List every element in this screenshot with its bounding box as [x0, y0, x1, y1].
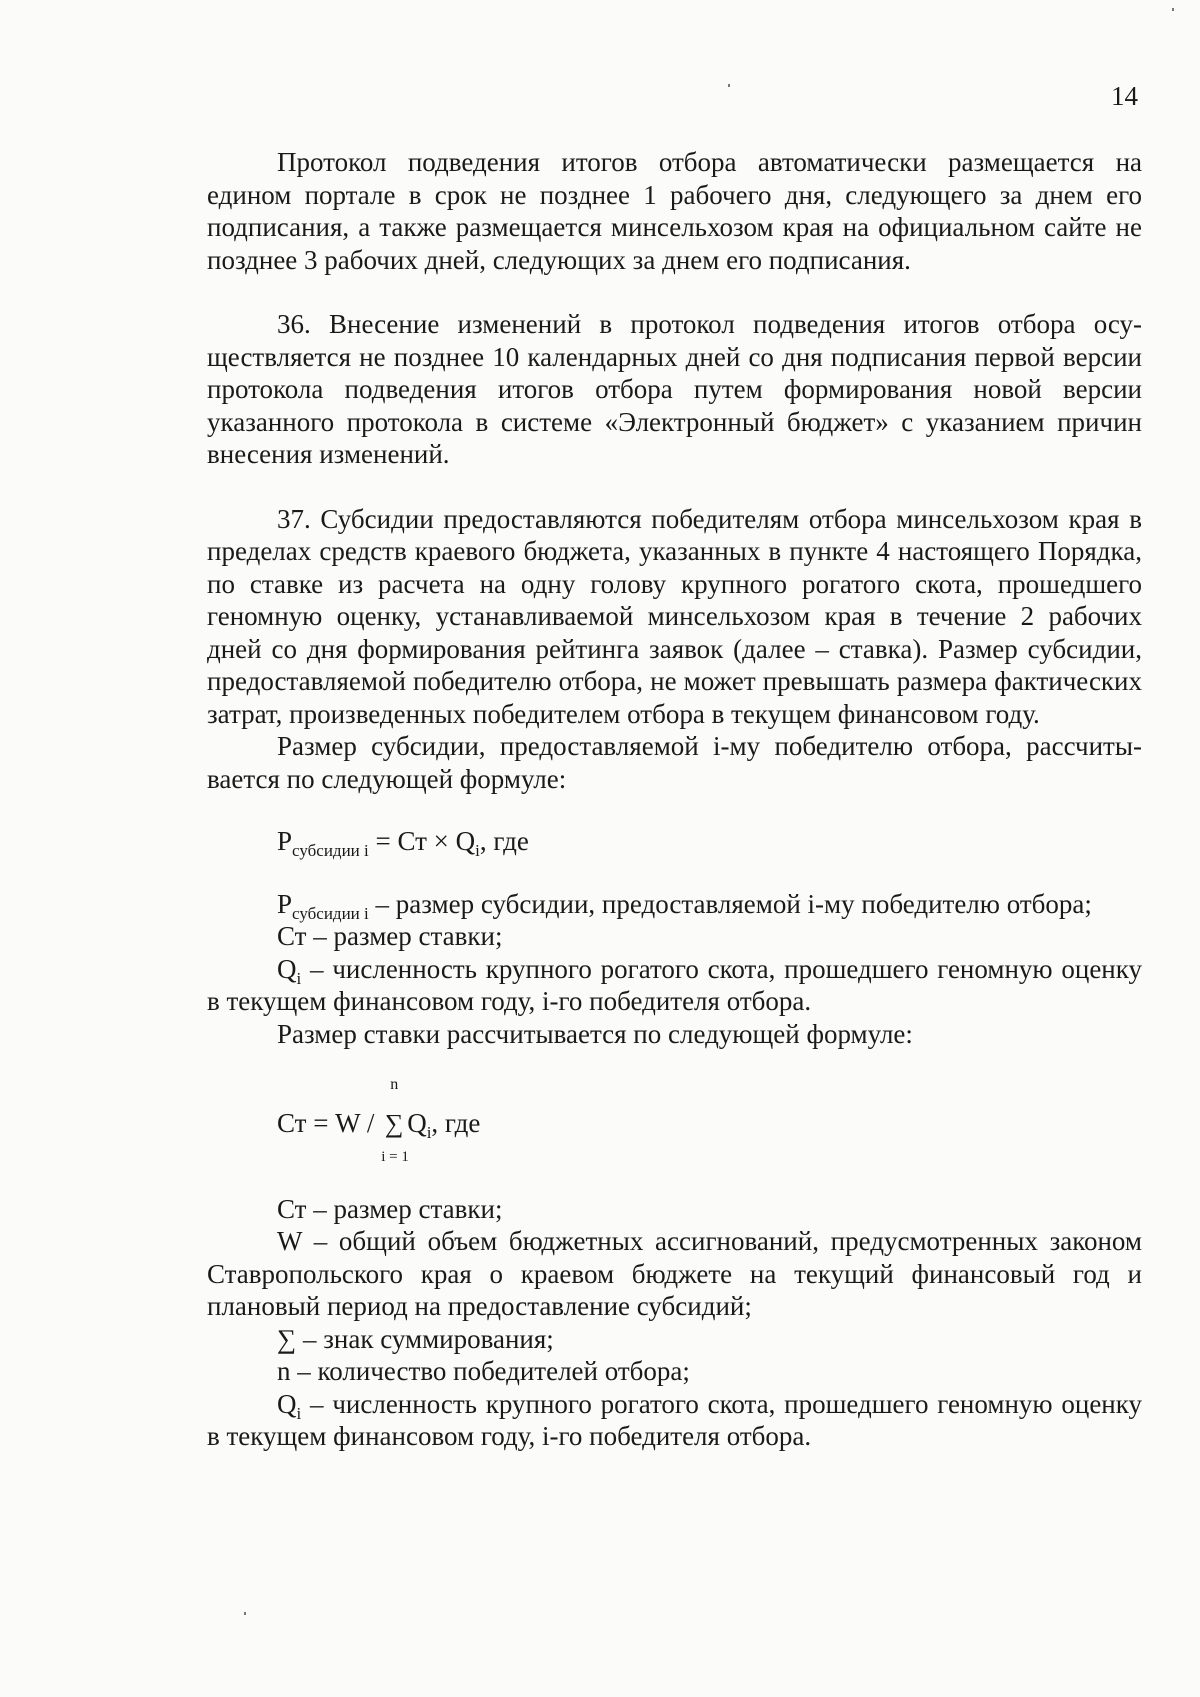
def-q-symbol: Q — [277, 953, 297, 984]
definition2-st: Ст – размер ставки; — [277, 1193, 503, 1224]
formula-q-subscript: i — [475, 841, 480, 860]
def-p-text: – размер субсидии, предоставляемой i-му победителю отбора; — [368, 888, 1092, 919]
def-q-text: – численность крупного рогатого скота, прошедшего геномную оценку в текущем финансовом году, i-го победителя отбора. — [207, 953, 1142, 1016]
paragraph-37-formula-intro: Размер субсидии, предоставляемой i-му победителю отбора, рассчитывается по следующей формуле: — [207, 731, 1142, 794]
definition-st: Ст – размер ставки; — [277, 921, 503, 951]
sigma-upper-limit: n — [390, 1076, 399, 1093]
definition2-sigma: ∑ – знак суммирования; — [277, 1323, 554, 1354]
def-p-symbol: P — [277, 888, 293, 919]
sigma-lower-limit: i = 1 — [381, 1148, 409, 1165]
formula-p-symbol: P — [277, 826, 293, 856]
rate-formula-tail: , где — [431, 1108, 481, 1138]
rate-formula-q-symbol: Q — [407, 1108, 427, 1138]
paragraph-37: 37. Субсидии предоставляются победителям отбора минсельхозом края в пределах средств краевого бюджета, указанных в пункте 4 настоящего Порядка, по ставке из расчета на одну голову крупного рогатого скота, прошедшего геномную оценку, устанавливаемой минсельхозом края в течение 2 рабочих дней со дня формирования рейтинга заявок (далее – ставка). Размер субсидии, предоставляемой победителю отбора, не может превышать размера фактических затрат, произведенных победителем отбора в текущем финансовом году. — [207, 503, 1142, 729]
formula-p-subscript: субсидии i — [292, 841, 369, 860]
page-number: 14 — [1111, 81, 1138, 111]
rate-formula — [207, 1076, 1142, 1165]
formula-tail: , где — [479, 826, 529, 856]
definition2-q — [207, 1388, 1142, 1453]
scan-artifact-dot — [1172, 8, 1174, 11]
paragraph-protocol-publication: Протокол подведения итогов отбора автоматически размещается на едином портале в срок не позднее 1 рабочего дня, следующего за днем его подписания, а также размещается минсельхозом края на официальном сайте не позднее 3 рабочих дней, следующих за днем его подписания. — [207, 147, 1142, 275]
def-q-subscript: i — [296, 968, 302, 988]
rate-formula-q-subscript: i — [426, 1123, 432, 1142]
rate-formula-lhs: Ст = W / — [277, 1108, 382, 1138]
definition2-n: n – количество победителей отбора; — [277, 1356, 690, 1386]
rate-formula-intro: Размер ставки рассчитывается по следующей формуле: — [277, 1018, 913, 1049]
definition-p-subsidy — [207, 888, 1142, 921]
def2-q-subscript: i — [296, 1403, 302, 1423]
paragraph-36: 36. Внесение изменений в протокол подведения итогов отбора осуществляется не позднее 10 календарных дней со дня подписания первой версии протокола подведения итогов отбора путем формирования новой версии указанного протокола в системе «Электронный бюджет» с указанием причин внесения изменений. — [207, 309, 1142, 469]
scan-artifact-dot — [728, 84, 730, 87]
definition-q — [207, 953, 1142, 1018]
sigma-icon: ∑ — [384, 1109, 404, 1138]
formula-rhs: = Ст × Q — [368, 826, 476, 856]
def2-q-symbol: Q — [277, 1388, 297, 1419]
def-p-subscript: субсидии i — [292, 903, 369, 923]
document-body — [207, 146, 1142, 1453]
def2-q-text: – численность крупного рогатого скота, прошедшего геномную оценку в текущем финансовом году, i-го победителя отбора. — [207, 1388, 1142, 1451]
summation-operator — [381, 1076, 409, 1165]
definition2-w: W – общий объем бюджетных ассигнований, предусмотренных законом Ставропольского края о краевом бюджете на текущий финансовый год и плановый период на предоставление субсидий; — [207, 1226, 1142, 1321]
subsidy-formula — [207, 825, 1142, 858]
scan-artifact-dot — [244, 1612, 246, 1615]
